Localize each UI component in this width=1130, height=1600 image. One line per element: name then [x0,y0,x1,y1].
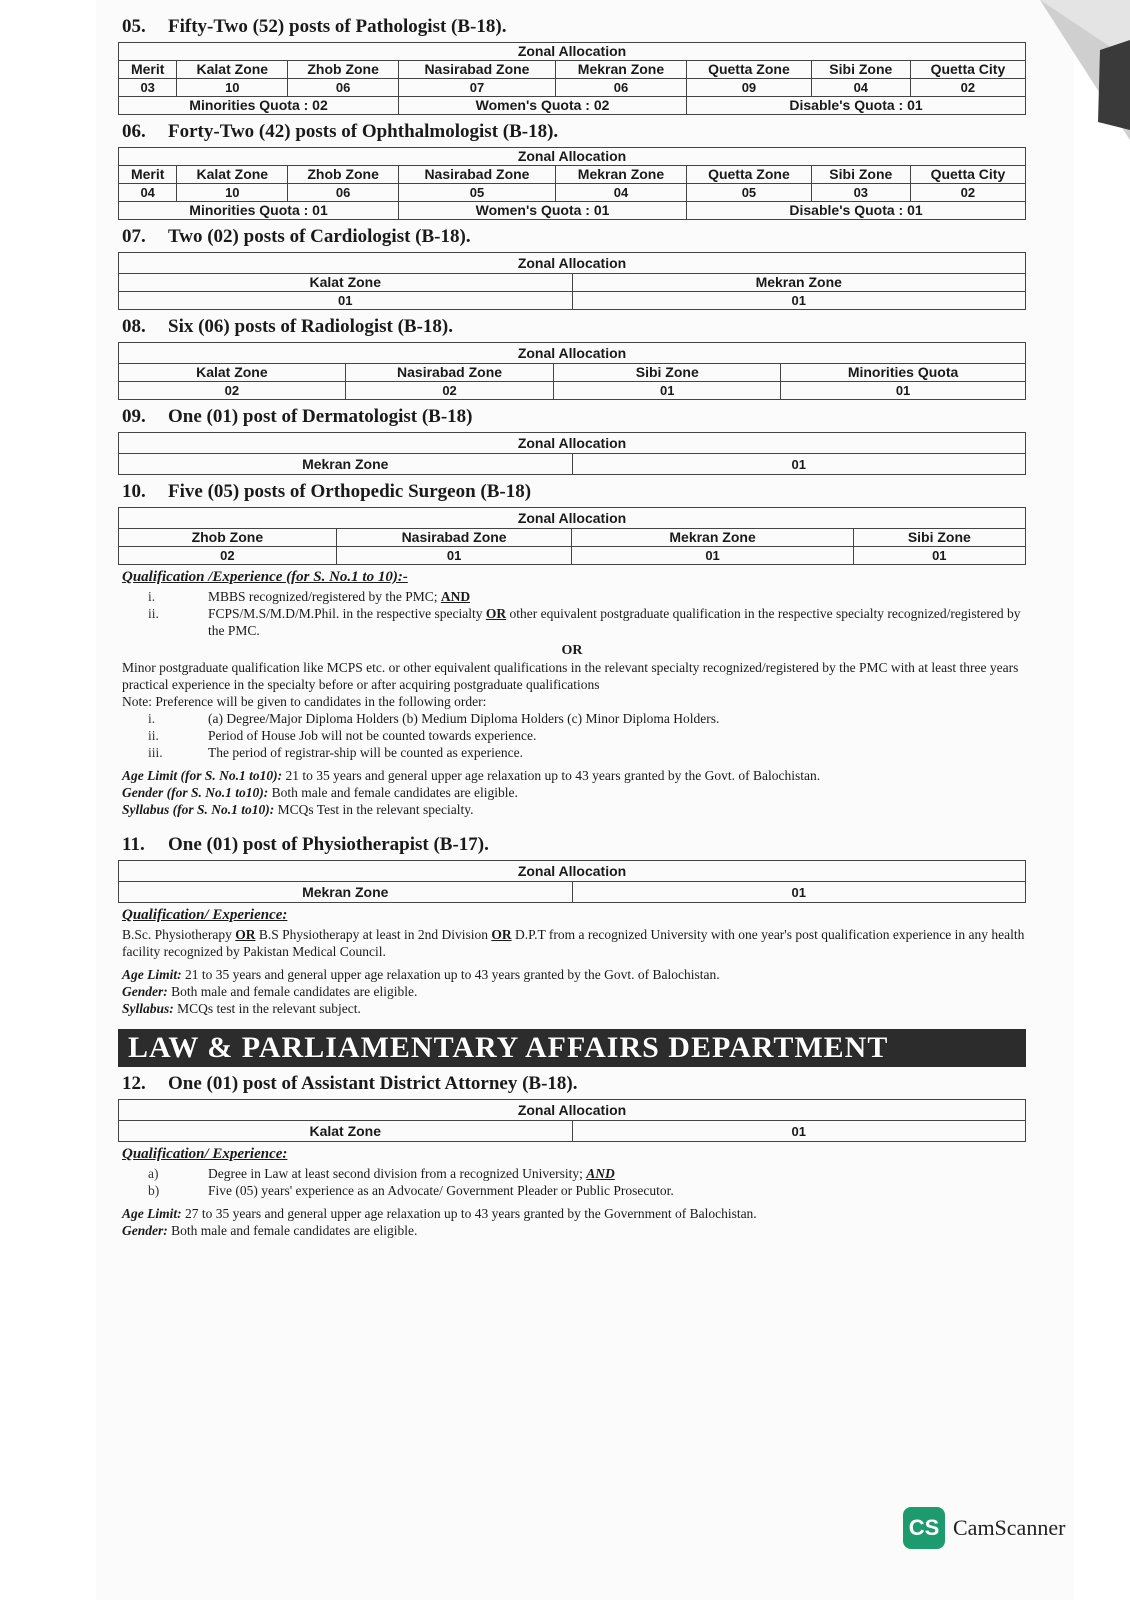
col-header: Kalat Zone [119,274,573,292]
list-marker: ii. [148,606,159,621]
camscanner-logo: CS [903,1507,945,1549]
disables-quota: Disable's Quota : 01 [687,202,1026,220]
text: B.Sc. Physiotherapy [122,927,236,942]
preference-note: Note: Preference will be given to candidates in the following order: [122,694,487,709]
col-header: Minorities Quota [781,364,1026,382]
text: Both male and female candidates are eligible. [268,785,518,800]
list-text [208,605,1026,639]
col-header: Kalat Zone [177,61,288,79]
list-item [118,588,1026,605]
text: 27 to 35 years and general upper age relaxation up to 43 years granted by the Government of Balochistan. [181,1206,757,1221]
col-header: Nasirabad Zone [336,529,572,547]
section-heading: Fifty-Two (52) posts of Pathologist (B-18). [168,16,507,37]
list-marker: ii. [148,728,159,743]
text: 21 to 35 years and general upper age relaxation up to 43 years granted by the Govt. of Balochistan. [181,967,720,982]
col-header: Merit [119,61,177,79]
cell-value: 04 [555,184,686,202]
col-header: Quetta Zone [687,166,812,184]
col-header: Sibi Zone [811,166,910,184]
syllabus [122,801,1026,818]
age-limit [122,1205,1026,1222]
gender [122,1222,1026,1239]
text: MCQs test in the relevant subject. [173,1001,361,1016]
qualification-heading: Qualification/ Experience: [122,1146,288,1162]
cell-value: 01 [336,547,572,565]
text: FCPS/M.S/M.D/M.Phil. in the respective specialty [208,606,486,621]
cell-value: 04 [119,184,177,202]
label: Gender: [122,984,168,999]
label: Age Limit (for S. No.1 to10): [122,768,283,783]
col-header: Zhob Zone [288,166,399,184]
text: MBBS recognized/registered by the PMC; [208,589,441,604]
section-number: 08. [122,316,146,337]
emphasis-or: OR [491,927,512,942]
camscanner-watermark [903,1507,1065,1549]
list-marker: i. [148,589,156,604]
list-marker: b) [148,1183,160,1198]
section-heading: Six (06) posts of Radiologist (B-18). [168,316,454,337]
document-body [118,14,1026,1239]
camscanner-name: CamScanner [953,1515,1066,1540]
zone-name: Mekran Zone [119,882,573,903]
section-06-table [118,147,1026,220]
cell-value: 04 [811,79,910,97]
cell-value: 06 [555,79,686,97]
cell-value: 03 [811,184,910,202]
gender [122,784,1026,801]
label: Age Limit: [122,967,182,982]
section-12-table [118,1099,1026,1142]
cell-value: 09 [687,79,812,97]
list-text: The period of registrar-ship will be counted as experience. [208,745,523,760]
womens-quota: Women's Quota : 01 [399,202,687,220]
col-header: Sibi Zone [811,61,910,79]
section-heading: Two (02) posts of Cardiologist (B-18). [168,226,471,247]
section-heading: Five (05) posts of Orthopedic Surgeon (B-18) [168,481,532,502]
gender [122,983,1026,1000]
cell-value: 01 [853,547,1025,565]
cell-value: 02 [910,184,1025,202]
col-header: Kalat Zone [119,364,346,382]
cell-value: 02 [119,382,346,400]
section-number: 10. [122,481,146,502]
zonal-allocation-header: Zonal Allocation [119,508,1026,529]
age-limit [122,767,1026,784]
col-header: Quetta City [910,61,1025,79]
section-11-title [122,834,1026,856]
label: Gender: [122,1223,168,1238]
list-marker: i. [148,711,156,726]
text: other equivalent postgraduate qualification in the respective specialty recognized/registered by the PMC. [208,606,1021,638]
qualification-heading: Qualification/ Experience: [122,907,288,923]
list-text [208,1165,615,1182]
section-heading: One (01) post of Dermatologist (B-18) [168,406,473,427]
text: B.S Physiotherapy at least in 2nd Division [255,927,492,942]
text: Both male and female candidates are eligible. [167,984,418,999]
col-header: Mekran Zone [572,529,853,547]
col-header: Nasirabad Zone [345,364,554,382]
emphasis-or: OR [235,927,256,942]
emphasis-or: OR [485,606,507,621]
col-header: Sibi Zone [554,364,781,382]
zone-name: Mekran Zone [119,454,573,475]
cell-value: 07 [399,79,556,97]
list-item [118,605,1026,639]
cell-value: 01 [554,382,781,400]
section-10-title [122,481,1026,503]
cell-value: 06 [288,184,399,202]
department-banner: LAW & PARLIAMENTARY AFFAIRS DEPARTMENT [118,1029,1026,1067]
minorities-quota: Minorities Quota : 01 [119,202,399,220]
section-12-title [122,1073,1026,1095]
emphasis-and: AND [586,1166,615,1181]
cell-value: 06 [288,79,399,97]
minor-qualification-text: Minor postgraduate qualification like MCPS etc. or other equivalent qualifications in the relevant specialty recognized/registered by the PMC with at least three years practical experience in the specialty before or after acquiring postgraduate qualifications [122,660,1019,692]
section-heading: Forty-Two (42) posts of Ophthalmologist (B-18). [168,121,559,142]
section-07-title [122,226,1026,248]
section-number: 11. [122,834,145,855]
cell-value: 02 [119,547,337,565]
col-header: Mekran Zone [572,274,1026,292]
section-06-title [122,121,1026,143]
list-item [118,727,1026,744]
zonal-allocation-header: Zonal Allocation [119,861,1026,882]
section-number: 07. [122,226,146,247]
section-number: 09. [122,406,146,427]
section-10-table [118,507,1026,565]
list-marker: iii. [148,745,163,760]
col-header: Sibi Zone [853,529,1025,547]
text: MCQs Test in the relevant specialty. [274,802,474,817]
zonal-allocation-header: Zonal Allocation [119,1100,1026,1121]
cell-value: 01 [572,547,853,565]
text: Both male and female candidates are eligible. [167,1223,418,1238]
cell-value: 01 [119,292,573,310]
col-header: Zhob Zone [288,61,399,79]
col-header: Kalat Zone [177,166,288,184]
cell-value: 10 [177,184,288,202]
zonal-allocation-header: Zonal Allocation [119,148,1026,166]
list-text: Five (05) years' experience as an Advocate/ Government Pleader or Public Prosecutor. [208,1183,674,1198]
col-header: Mekran Zone [555,61,686,79]
cell-value: 03 [119,79,177,97]
cell-value: 01 [572,1121,1026,1142]
list-item [118,1182,1026,1199]
cell-value: 05 [687,184,812,202]
label: Age Limit: [122,1206,182,1221]
zonal-allocation-header: Zonal Allocation [119,253,1026,274]
cell-value: 10 [177,79,288,97]
list-item [118,744,1026,761]
section-08-title [122,316,1026,338]
syllabus [122,1000,1026,1017]
label: Gender (for S. No.1 to10): [122,785,269,800]
cell-value: 02 [910,79,1025,97]
or-divider: OR [561,643,583,658]
section-number: 06. [122,121,146,142]
col-header: Mekran Zone [555,166,686,184]
text: D.P.T from a recognized University with one year's post qualification experience in any health facility recognized by Pakistan Medical Council. [122,927,1025,959]
minorities-quota: Minorities Quota : 02 [119,97,399,115]
col-header: Quetta City [910,166,1025,184]
cell-value: 02 [345,382,554,400]
cell-value: 01 [572,454,1026,475]
disables-quota: Disable's Quota : 01 [687,97,1026,115]
section-number: 12. [122,1073,146,1094]
section-number: 05. [122,16,146,37]
zonal-allocation-header: Zonal Allocation [119,43,1026,61]
col-header: Nasirabad Zone [399,61,556,79]
col-header: Zhob Zone [119,529,337,547]
zone-name: Kalat Zone [119,1121,573,1142]
qualification-heading: Qualification /Experience (for S. No.1 to 10):- [122,569,408,585]
section-05-table [118,42,1026,115]
section-09-table [118,432,1026,475]
list-text: (a) Degree/Major Diploma Holders (b) Medium Diploma Holders (c) Minor Diploma Holders. [208,711,720,726]
list-item [118,1165,1026,1182]
section-08-table [118,342,1026,400]
col-header: Nasirabad Zone [399,166,556,184]
section-heading: One (01) post of Assistant District Attorney (B-18). [168,1073,578,1094]
col-header: Quetta Zone [687,61,812,79]
section-05-title [122,16,1026,38]
label: Syllabus: [122,1001,174,1016]
col-header: Merit [119,166,177,184]
cell-value: 05 [399,184,556,202]
section-07-table [118,252,1026,310]
womens-quota: Women's Quota : 02 [399,97,687,115]
text: 21 to 35 years and general upper age relaxation up to 43 years granted by the Govt. of Balochistan. [282,768,821,783]
zonal-allocation-header: Zonal Allocation [119,433,1026,454]
list-text: Period of House Job will not be counted towards experience. [208,728,537,743]
list-item [118,710,1026,727]
list-text [208,588,470,605]
list-marker: a) [148,1166,159,1181]
cell-value: 01 [572,292,1026,310]
qualification-text [122,926,1026,960]
age-limit [122,966,1026,983]
cell-value: 01 [781,382,1026,400]
zonal-allocation-header: Zonal Allocation [119,343,1026,364]
section-heading: One (01) post of Physiotherapist (B-17). [168,834,489,855]
emphasis-and: AND [440,589,471,604]
cell-value: 01 [572,882,1026,903]
label: Syllabus (for S. No.1 to10): [122,802,275,817]
section-09-title [122,406,1026,428]
text: Degree in Law at least second division from a recognized University; [208,1166,587,1181]
section-11-table [118,860,1026,903]
